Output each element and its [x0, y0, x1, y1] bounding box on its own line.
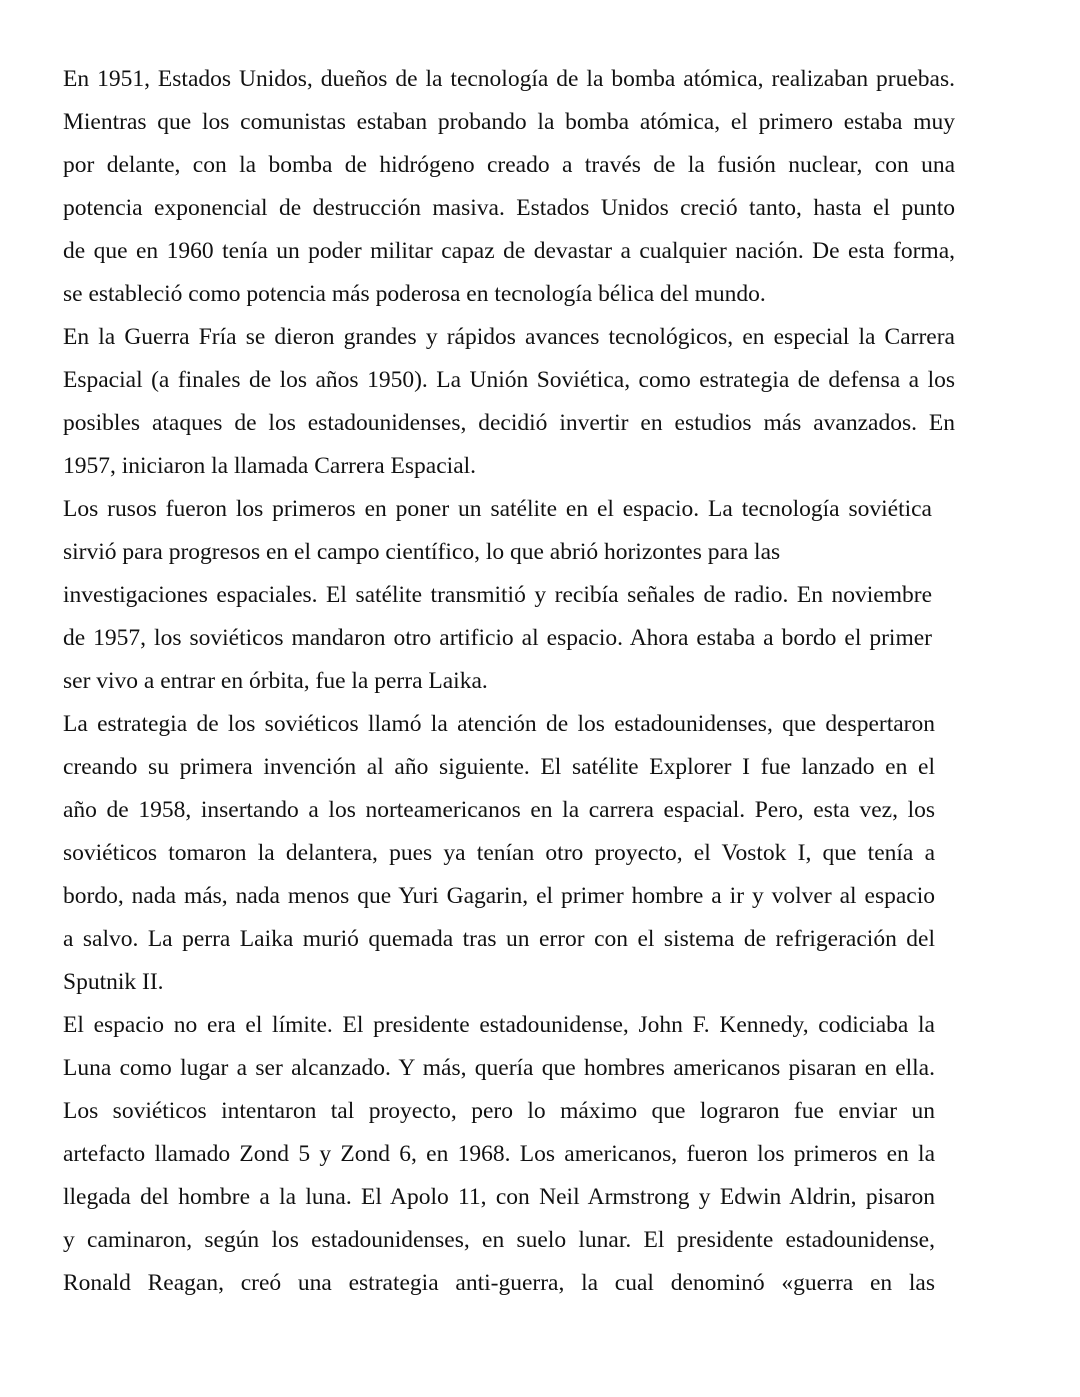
text-line: y caminaron, según los estadounidenses, en suelo lunar. El presidente estadounidense, [63, 1227, 935, 1253]
text-line: El espacio no era el límite. El presidente estadounidense, John F. Kennedy, codiciaba la [63, 1012, 935, 1038]
text-line: En la Guerra Fría se dieron grandes y rápidos avances tecnológicos, en especial la Carrera [63, 324, 955, 350]
paragraph [63, 488, 932, 703]
text-line: año de 1958, insertando a los norteamericanos en la carrera espacial. Pero, esta vez, los [63, 797, 935, 823]
text-line: creando su primera invención al año siguiente. El satélite Explorer I fue lanzado en el [63, 754, 935, 780]
text-line: En 1951, Estados Unidos, dueños de la tecnología de la bomba atómica, realizaban pruebas. [63, 66, 955, 92]
text-line: La estrategia de los soviéticos llamó la atención de los estadounidenses, que despertaron [63, 711, 935, 737]
text-line: sirvió para progresos en el campo científico, lo que abrió horizontes para las [63, 539, 781, 565]
text-line: investigaciones espaciales. El satélite transmitió y recibía señales de radio. En noviembre [63, 582, 932, 608]
text-line: Ronald Reagan, creó una estrategia anti-guerra, la cual denominó «guerra en las [63, 1270, 935, 1296]
text-line: posibles ataques de los estadounidenses, decidió invertir en estudios más avanzados. En [63, 410, 955, 436]
text-line: Los rusos fueron los primeros en poner un satélite en el espacio. La tecnología soviética [63, 496, 932, 522]
text-line: Sputnik II. [63, 969, 164, 995]
text-line: Mientras que los comunistas estaban probando la bomba atómica, el primero estaba muy [63, 109, 955, 135]
text-line: potencia exponencial de destrucción masiva. Estados Unidos creció tanto, hasta el punto [63, 195, 955, 221]
text-line: 1957, iniciaron la llamada Carrera Espacial. [63, 453, 477, 479]
text-line: ser vivo a entrar en órbita, fue la perra Laika. [63, 668, 488, 694]
text-line: Los soviéticos intentaron tal proyecto, pero lo máximo que lograron fue enviar un [63, 1098, 935, 1124]
text-line: por delante, con la bomba de hidrógeno creado a través de la fusión nuclear, con una [63, 152, 955, 178]
text-line: bordo, nada más, nada menos que Yuri Gagarin, el primer hombre a ir y volver al espacio [63, 883, 935, 909]
document-page [63, 58, 955, 1305]
text-line: Luna como lugar a ser alcanzado. Y más, quería que hombres americanos pisaran en ella. [63, 1055, 935, 1081]
paragraph [63, 58, 955, 316]
paragraph [63, 703, 935, 1004]
text-line: soviéticos tomaron la delantera, pues ya tenían otro proyecto, el Vostok I, que tenía a [63, 840, 935, 866]
paragraph [63, 316, 955, 488]
text-line: a salvo. La perra Laika murió quemada tras un error con el sistema de refrigeración del [63, 926, 935, 952]
text-line: artefacto llamado Zond 5 y Zond 6, en 1968. Los americanos, fueron los primeros en la [63, 1141, 935, 1167]
paragraph [63, 1004, 935, 1305]
text-line: Espacial (a finales de los años 1950). La Unión Soviética, como estrategia de defensa a los [63, 367, 955, 393]
text-line: llegada del hombre a la luna. El Apolo 11, con Neil Armstrong y Edwin Aldrin, pisaron [63, 1184, 935, 1210]
text-line: de 1957, los soviéticos mandaron otro artificio al espacio. Ahora estaba a bordo el primer [63, 625, 932, 651]
text-line: se estableció como potencia más poderosa en tecnología bélica del mundo. [63, 281, 766, 307]
text-line: de que en 1960 tenía un poder militar capaz de devastar a cualquier nación. De esta forma, [63, 238, 955, 264]
